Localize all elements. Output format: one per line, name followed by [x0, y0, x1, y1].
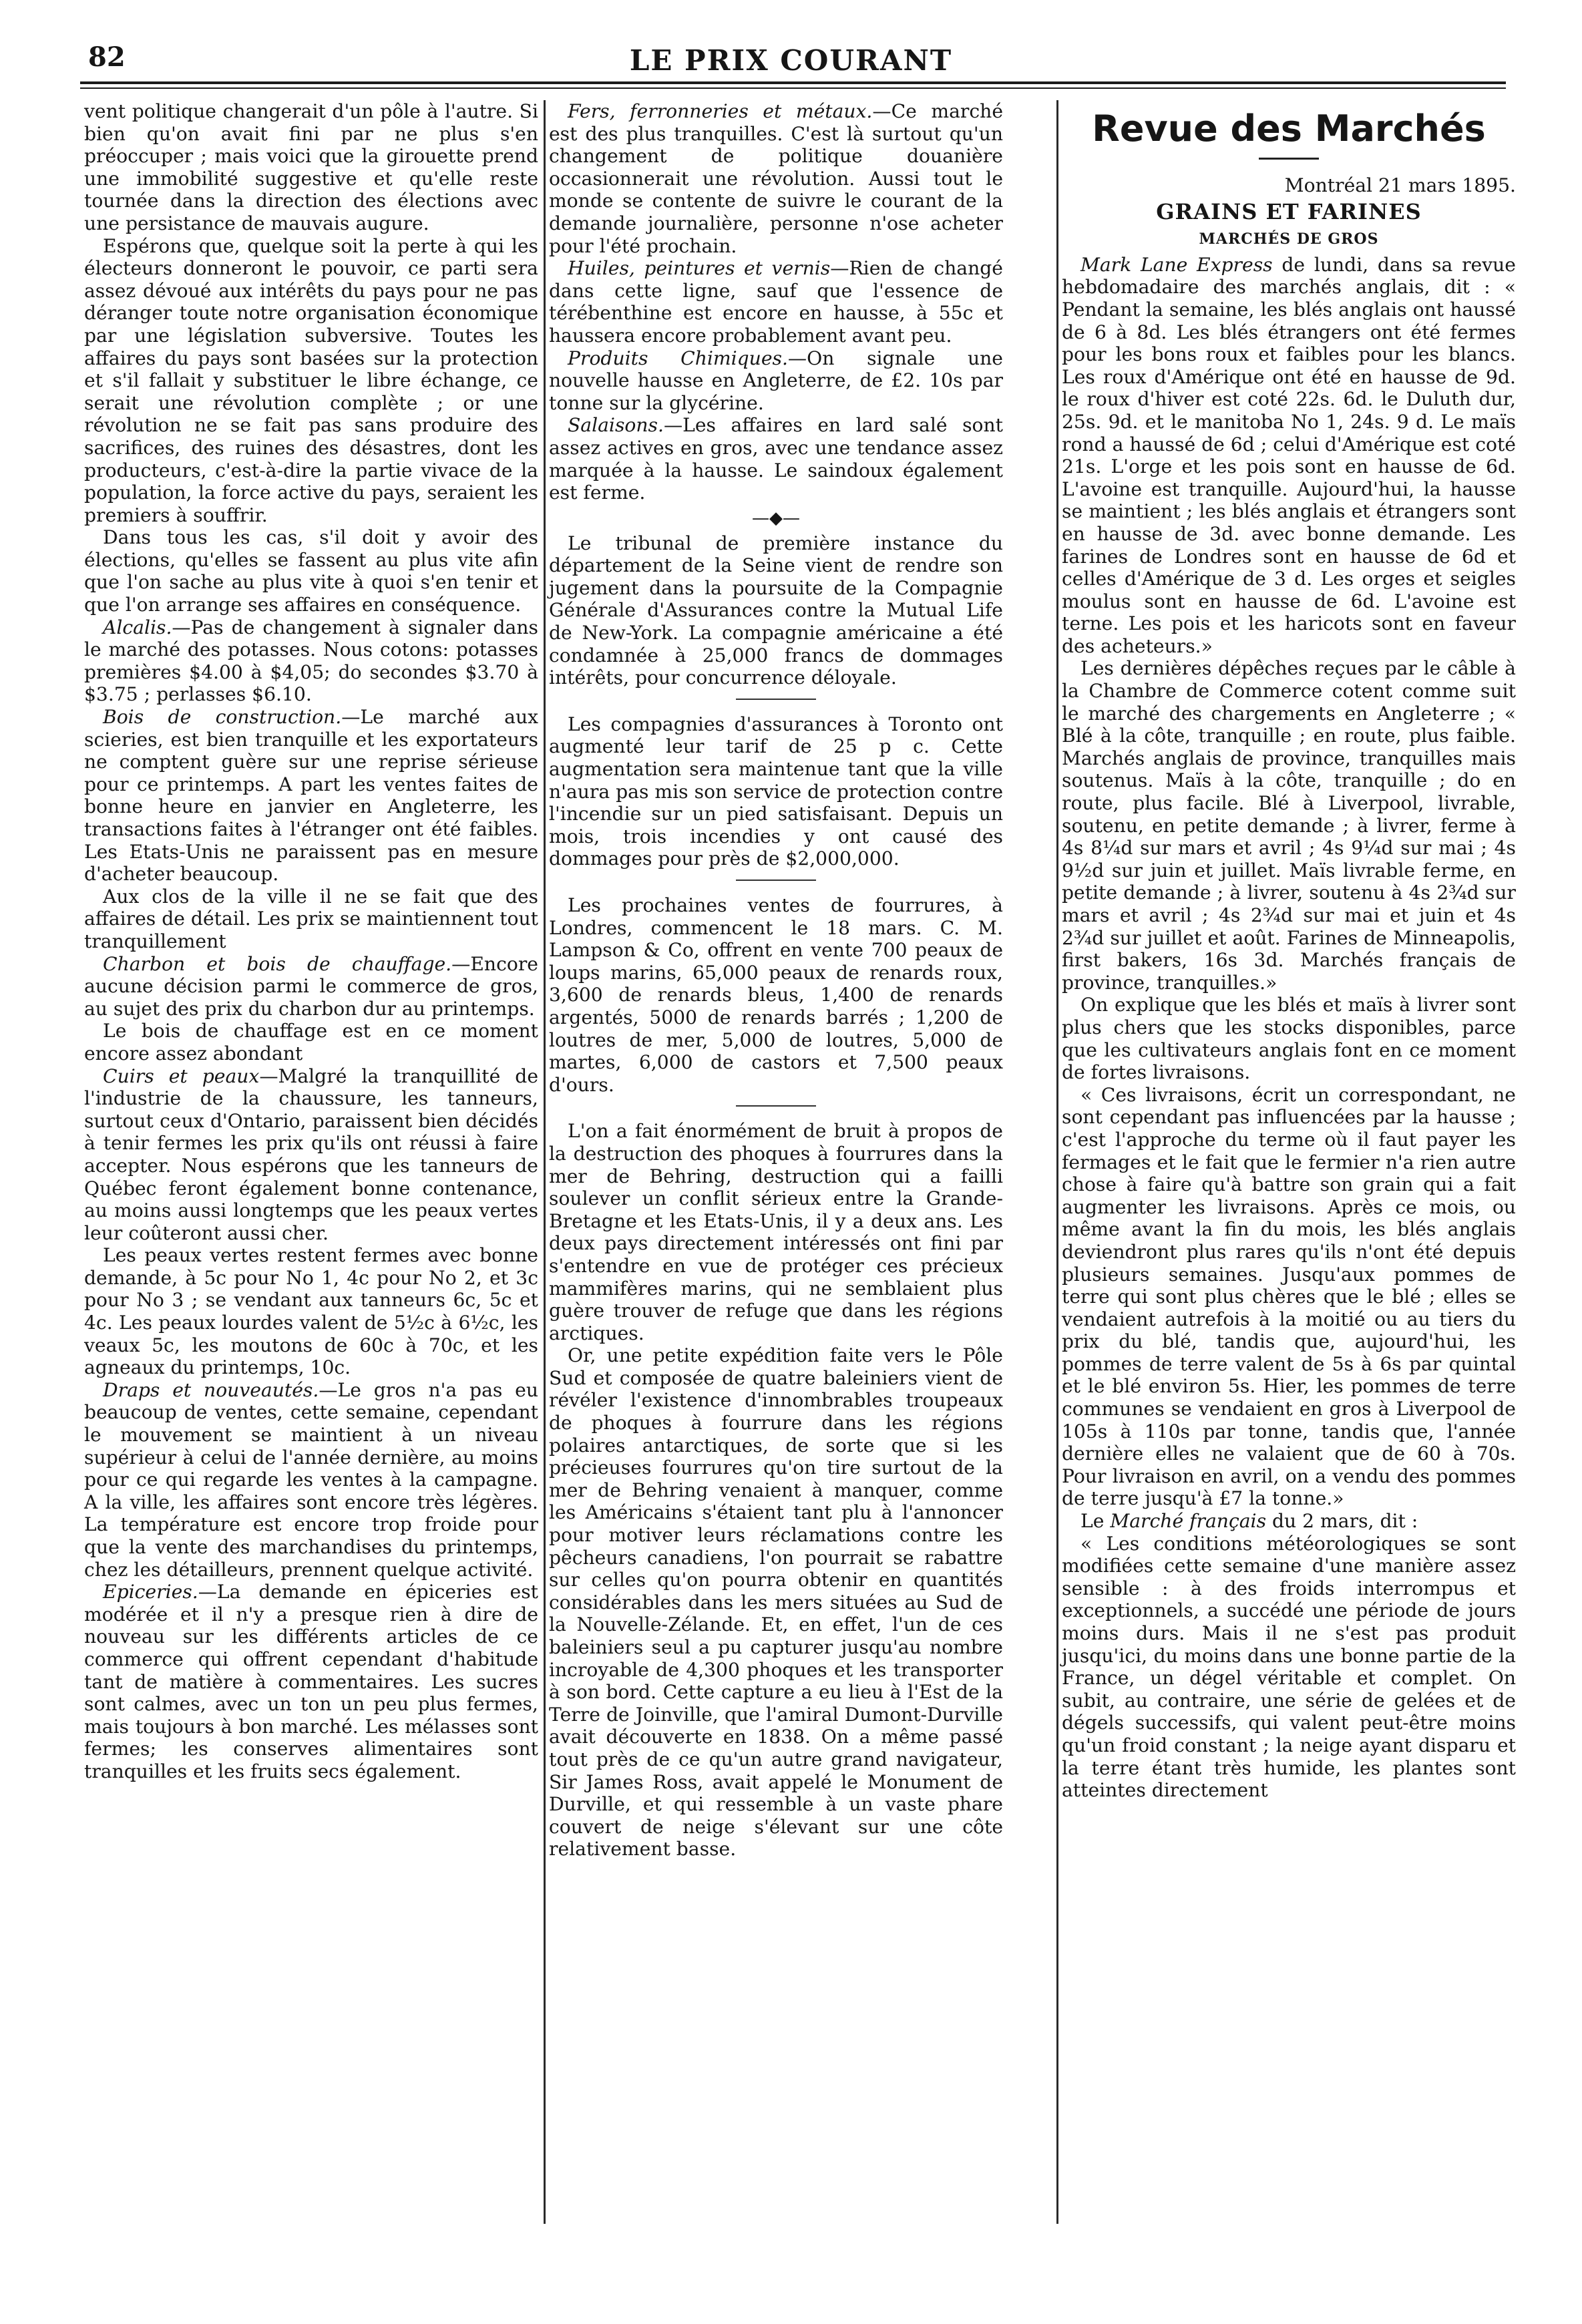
paragraph-alcalis — [84, 616, 538, 706]
paragraph-huiles — [549, 257, 1003, 347]
paragraph: « Ces livraisons, écrit un correspondant, ne sont cependant pas influencées par la hausse ; c'est l'approche du terme où il faut payer les fermages et le fait que le fermier n'a rien autre chose à faire qu'à battre son grain qui a fait augmenter les livraisons. Après ce mois, ou même avant la fin du mois, les blés anglais deviendront plus rares qu'ils n'ont été depuis plusieurs semaines. Jusqu'aux pommes de terre qui sont plus chères que le blé ; elles se vendaient autrefois à la moitié ou au tiers du prix du blé, tandis que, aujourd'hui, les pommes de terre valent de 5s à 6s par quintal et le blé environ 5s. Hier, les pommes de terre communes se vendaient en gros à Liverpool de 105s à 110s par tonne, tandis que, l'année dernière elles ne valaient que de 60 à 70s. Pour livraison en avril, on a vendu des pommes de terre jusqu'à £7 la tonne.» — [1062, 1083, 1516, 1510]
paragraph: Les dernières dépêches reçues par le câble à la Chambre de Commerce cotent comme suit le marché des chargements en Angleterre ; « Blé à la côte, tranquille ; en route, plus faible. Marchés anglais de province, tranquilles mais soutenus. Maïs à la côte, tranquille ; do en route, plus facile. Blé à Liverpool, livrable, soutenu, en petite demande ; à livrer, ferme à 4s 8¼d sur mars et avril ; 4s 9¼d sur mai ; 4s 9½d sur juin et juillet. Maïs livrable ferme, en petite demande ; à livrer, soutenu à 4s 2¾d sur mars et avril ; 4s 2¾d sur mai et juin et 4s 2¾d sur juillet et août. Farines de Minneapolis, first bakers, 16s 3d. Marchés français de province, tranquilles.» — [1062, 657, 1516, 994]
rubric-label: Charbon et bois de chauffage. — [103, 952, 452, 975]
rubric-label: Cuirs et peaux — [103, 1064, 260, 1087]
paragraph-cuirs — [84, 1065, 538, 1245]
column-divider-2 — [1056, 100, 1058, 2224]
column-1 — [84, 100, 538, 1783]
rubric-label: Bois de construction. — [103, 706, 342, 729]
rubric-label: Draps et nouveautés. — [103, 1378, 319, 1401]
rubric-label: Marché français — [1110, 1510, 1267, 1533]
separator-rule — [736, 1105, 816, 1107]
paragraph-text: —Encore aucune décision parmi le commerce de gros, au sujet des prix du charbon dur au printemps. — [84, 952, 538, 1020]
paragraph: Espérons que, quelque soit la perte à qui les électeurs donneront le pouvoir, ce parti sera assez dévoué aux intérêts du pays pour ne pas déranger toute notre organisation économique par une législation subversive. Toutes les affaires du pays sont basées sur la protection et s'il fallait y substituer le libre échange, ce serait une révolution complète ; or une révolution ne se fait pas sans produire des sacrifices, des ruines des désastres, dont les producteurs, c'est-à-dire la partie vivace de la population, la force active du pays, seraient les premiers à souffrir. — [84, 234, 538, 526]
rubric-label: Epiceries. — [103, 1581, 198, 1603]
rubric-label: Salaisons. — [568, 414, 664, 437]
paragraph-produits — [549, 347, 1003, 415]
paragraph: Les peaux vertes restent fermes avec bonne demande, à 5c pour No 1, 4c pour No 2, et 3c pour No 3 ; se vendant aux tanneurs 6c, 5c et 4c. Les peaux lourdes valent de 5½c à 6½c, les veaux 5c, les moutons de 60c à 70c, et les agneaux du printemps, 10c. — [84, 1244, 538, 1379]
paragraph-text: —Les affaires en lard salé sont assez actives en gros, avec une tendance assez marquée à la hausse. Le saindoux également est ferme. — [549, 414, 1003, 504]
paragraph: Dans tous les cas, s'il doit y avoir des élections, qu'elles se fassent au plus vite afin que l'on sache au plus vite à quoi s'en tenir et que l'on arrange ses affaires en conséquence. — [84, 526, 538, 616]
paragraph: Le tribunal de première instance du département de la Seine vient de rendre son jugement dans la poursuite de la Compagnie Générale d'Assurances contre la Mutual Life de New-York. La compagnie américaine a été condamnée à 25,000 francs de dommages intérêts, pour concurrence déloyale. — [549, 532, 1003, 689]
separator-rule — [736, 699, 816, 700]
paragraph-marche-francais — [1062, 1510, 1516, 1533]
header-rule-thin — [80, 87, 1506, 89]
rubric-label: Huiles, peintures et vernis — [568, 257, 831, 280]
paragraph-text: —Pas de changement à signaler dans le marché des potasses. Nous cotons: potasses premières $4.00 à $4,05; do secondes $3.70 à $3.75 ; perlasses $6.10. — [84, 616, 538, 706]
paragraph: L'on a fait énormément de bruit à propos de la destruction des phoques à fourrures dans la mer de Behring, destruction qui a failli soulever un conflit sérieux entre la Grande-Bretagne et les Etats-Unis, il y a deux ans. Les deux pays directement intéressés ont fini par s'entendre en vue de protéger ces précieux mammifères marins, qui ne semblaient plus guère trouver de refuge que dans les régions arctiques. — [549, 1120, 1003, 1344]
paragraph-mark-lane — [1062, 254, 1516, 658]
paragraph-prefix: Le — [1080, 1510, 1111, 1533]
paragraph-text: —Rien de changé dans cette ligne, sauf que l'essence de térébenthine est encore en hausse, à 55c et haussera encore probablement avant peu. — [549, 257, 1003, 347]
paragraph-bois — [84, 706, 538, 886]
paragraph-text: du 2 mars, dit : — [1266, 1510, 1418, 1533]
paragraph: Aux clos de la ville il ne se fait que des affaires de détail. Les prix se maintiennent tout tranquillement — [84, 885, 538, 952]
rubric-label: Mark Lane Express — [1080, 253, 1273, 276]
header-rule — [80, 81, 1506, 84]
rubric-label: Alcalis. — [103, 616, 172, 638]
rubric-label: Fers, ferronneries et métaux. — [568, 100, 873, 122]
paragraph: Les prochaines ventes de fourrures, à Londres, commencent le 18 mars. C. M. Lampson & Co, offrent en vente 700 peaux de loups marins, 65,000 peaux de renards roux, 3,600 de renards bleus, 1,400 de renards argentés, 5000 de renards barrés ; 1,200 de loutres de mer, 5,000 de loutres, 5,000 de martes, 6,000 de castors et 7,500 peaux d'ours. — [549, 894, 1003, 1096]
section-title: Revue des Marchés — [1092, 108, 1486, 150]
separator-rule — [736, 880, 816, 881]
paragraph: vent politique changerait d'un pôle à l'autre. Si bien qu'on avait fini par ne plus s'en préoccuper ; mais voici que la girouette prend une immobilité suggestive et qu'elle reste tournée dans la direction des élections avec une persistance de mauvais augure. — [84, 100, 538, 234]
subsection-heading: MARCHÉS DE GROS — [1199, 230, 1379, 248]
paragraph-fers — [549, 100, 1003, 257]
page-number: 82 — [88, 41, 126, 73]
paragraph-charbon — [84, 953, 538, 1020]
paragraph: On explique que les blés et maïs à livrer sont plus chers que les stocks disponibles, parce que les cultivateurs anglais font en ce moment de fortes livraisons. — [1062, 994, 1516, 1084]
paragraph-text: de lundi, dans sa revue hebdomadaire des marchés anglais, dit : « Pendant la semaine, les blés anglais ont haussé de 6 à 8d. Les blés étrangers ont été fermes pour les bons roux et faibles pour les blancs. Les roux d'Amérique ont été en hausse de 9d. le roux d'hiver est coté 22s. 6d. le Duluth dur, 25s. 9d. et le manitoba No 1, 24s. 9 d. Le maïs rond a haussé de 6d ; celui d'Amérique est coté 21s. L'orge et les pois sont en hausse de 6d. L'avoine est tranquille. Aujourd'hui, la hausse se maintient ; les blés anglais et étrangers sont en hausse de 3d. avec bonne demande. Les farines de Londres sont en hausse de 6d et celles d'Amérique de 3 d. Les orges et seigles moulus sont en hausse de 6d. L'avoine est terne. Les pois et les haricots sont en faveur des acheteurs.» — [1062, 253, 1516, 657]
paragraph-text: —Le marché aux scieries, est bien tranquille et les exportateurs ne comptent guère sur une reprise sérieuse pour ce printemps. A part les ventes faites de bonne heure en janvier en Angleterre, les transactions faites à l'étranger ont été faibles. Les Etats-Unis ne paraissent pas en mesure d'acheter beaucoup. — [84, 706, 539, 886]
journal-title: LE PRIX COURANT — [629, 44, 953, 77]
paragraph-text: —Ce marché est des plus tranquilles. C'est là surtout qu'un changement de politique douanière occasionnerait une révolution. Aussi tout le monde se contente de suivre le courant de la demande journalière, personne n'ose acheter pour l'été prochain. — [549, 100, 1003, 257]
paragraph: Les compagnies d'assurances à Toronto ont augmenté leur tarif de 25 p c. Cette augmentation sera maintenue tant que la ville n'aura pas mis son service de protection contre l'incendie sur un pied satisfaisant. Depuis un mois, trois incendies y ont causé des dommages pour près de $2,000,000. — [549, 713, 1003, 870]
paragraph-text: —Le gros n'a pas eu beaucoup de ventes, cette semaine, cependant le mouvement se maintient à un niveau supérieur à celui de l'année dernière, au moins pour ce qui regarde les ventes à la campagne. A la ville, les affaires sont encore très légères. La température est encore trop froide pour que la vente des marchandises du printemps, chez les détailleurs, prennent quelque activité. — [84, 1378, 538, 1581]
paragraph-text: —La demande en épiceries est modérée et il n'y a presque rien à dire de nouveau sur les différents articles de ce commerce qui offrent cependant d'habitude tant de matière à commentaires. Les sucres sont calmes, avec un ton un peu plus fermes, mais toujours à bon marché. Les mélasses sont fermes; les conserves alimentaires sont tranquilles et les fruits secs également. — [84, 1581, 538, 1782]
ornament-divider: —◆— — [752, 508, 800, 528]
paragraph-salaisons — [549, 414, 1003, 504]
dateline: Montréal 21 mars 1895. — [1284, 174, 1516, 196]
section-heading: GRAINS ET FARINES — [1156, 198, 1422, 224]
column-3 — [1062, 100, 1516, 1802]
title-rule — [1259, 158, 1319, 160]
paragraph-text: —Malgré la tranquillité de l'industrie de la chaussure, les tanneurs, surtout ceux d'Ontario, paraissent bien décidés à tenir fermes les prix qu'ils ont réussi à faire accepter. Nous espérons que les tanneurs de Québec feront également bonne contenance, au moins aussi longtemps que les peaux vertes leur coûteront aussi cher. — [84, 1064, 539, 1244]
paragraph-text: —On signale une nouvelle hausse en Angleterre, de £2. 10s par tonne sur la glycérine. — [549, 347, 1003, 414]
rubric-label: Produits Chimiques. — [568, 347, 788, 369]
paragraph-draps — [84, 1379, 538, 1581]
paragraph-epiceries — [84, 1581, 538, 1782]
paragraph: Le bois de chauffage est en ce moment encore assez abondant — [84, 1020, 538, 1064]
column-divider-1 — [544, 100, 546, 2224]
column-2 — [549, 100, 1003, 1861]
paragraph: « Les conditions météorologiques se sont modifiées cette semaine d'une manière assez sensible : à des froids interrompus et exceptionnels, a succédé une période de jours moins durs. Mais il ne s'est pas produit jusqu'ici, du moins dans une bonne partie de la France, un dégel véritable et complet. On subit, au contraire, une série de gelées et de dégels successifs, qui valent peut-être moins qu'un froid constant ; la neige ayant disparu et la terre étant très humide, les plantes sont atteintes directement — [1062, 1532, 1516, 1802]
paragraph: Or, une petite expédition faite vers le Pôle Sud et composée de quatre baleiniers vient de révéler l'existence d'innombrables troupeaux de phoques à fourrure dans les régions polaires antarctiques, de sorte que si les précieuses fourrures qu'on tire surtout de la mer de Behring venaient à manquer, comme les Américains s'étaient tant plu à l'annoncer pour motiver leurs réclamations contre les pêcheurs canadiens, l'on pourrait se rabattre sur celles qu'on pourra obtenir en quantités considérables dans les mers situées au Sud de la Nouvelle-Zélande. Et, en effet, l'un de ces baleiniers seul a pu capturer jusqu'au nombre incroyable de 4,300 phoques et les transporter à son bord. Cette capture a eu lieu à l'Est de la Terre de Joinville, que l'amiral Dumont-Durville avait découverte en 1838. On a même passé tout près de ce qu'un autre grand navigateur, Sir James Ross, avait appelé le Monument de Durville, et qui ressemble à un vaste phare couvert de neige s'élevant sur une côte relativement basse. — [549, 1344, 1003, 1861]
